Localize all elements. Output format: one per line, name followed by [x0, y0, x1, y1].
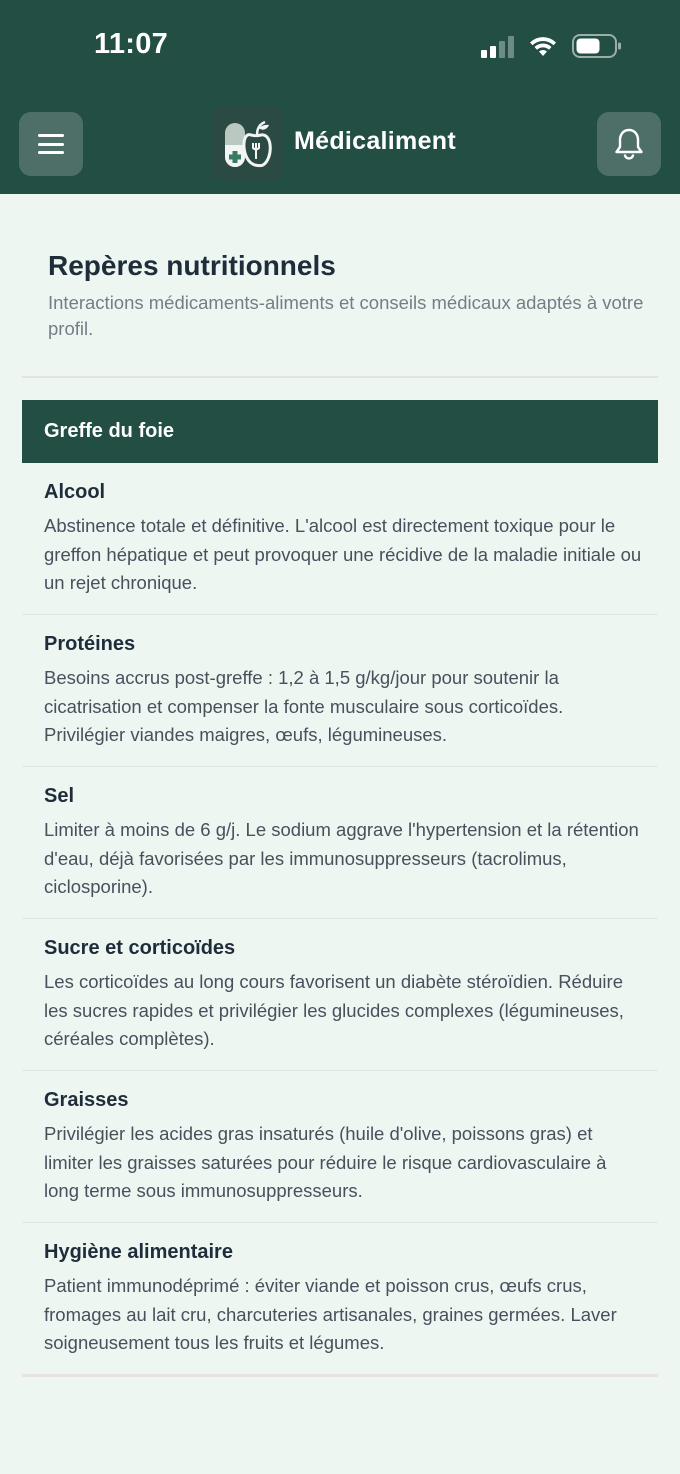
advice-item-text: Les corticoïdes au long cours favorisent un diabète stéroïdien. Réduire les sucres rapides et privilégier les glucides complexes (légumineuses, céréales complètes).: [44, 971, 624, 1049]
advice-item-text: Patient immunodéprimé : éviter viande et poisson crus, œufs crus, fromages au lait cru, charcuteries artisanales, graines germées. Laver soigneusement tous les fruits et légumes.: [44, 1275, 617, 1353]
page-title: Repères nutritionnels: [48, 250, 336, 281]
advice-item-title: Sucre et corticoïdes: [44, 937, 236, 959]
advice-item-graisses: [22, 1071, 658, 1223]
advice-item-title: Protéines: [44, 633, 136, 655]
advice-item-title: Hygiène alimentaire: [44, 1241, 233, 1263]
advice-item-text: Privilégier les acides gras insaturés (huile d'olive, poissons gras) et limiter les graisses saturées pour réduire le risque cardiovasculaire à long terme sous immunosuppresseurs.: [44, 1123, 607, 1201]
advice-list: [22, 463, 658, 1375]
pill-apple-logo-icon: [219, 115, 273, 173]
advice-item-text: Limiter à moins de 6 g/j. Le sodium aggrave l'hypertension et la rétention d'eau, déjà favorisées par les immunosuppresseurs (tacrolimus, ciclosporine).: [44, 819, 639, 897]
signal-icon: [481, 34, 514, 58]
bell-icon: [613, 127, 645, 161]
advice-item-hygiene: [22, 1223, 658, 1375]
app-title: Médicaliment: [294, 127, 456, 155]
advice-item-title: Alcool: [44, 481, 106, 503]
advice-item-title: Sel: [44, 785, 75, 807]
menu-icon: [38, 134, 64, 154]
section-header: [22, 400, 658, 463]
advice-item-title: Graisses: [44, 1089, 129, 1111]
advice-item-text: Besoins accrus post-greffe : 1,2 à 1,5 g/kg/jour pour soutenir la cicatrisation et compenser la fonte musculaire sous corticoïdes. Privilégier viandes maigres, œufs, légumineuses.: [44, 667, 564, 745]
app-logo: [211, 108, 281, 180]
divider: [22, 1374, 658, 1377]
section-title: Greffe du foie: [44, 420, 175, 442]
advice-item-sel: [22, 767, 658, 919]
advice-item-text: Abstinence totale et définitive. L'alcool est directement toxique pour le greffon hépatique et peut provoquer une récidive de la maladie initiale ou un rejet chronique.: [44, 515, 642, 593]
status-time: 11:07: [94, 28, 169, 60]
notifications-button[interactable]: [597, 112, 661, 176]
page-subtitle: Interactions médicaments-aliments et conseils médicaux adaptés à votre profil.: [48, 292, 644, 339]
menu-button[interactable]: [19, 112, 83, 176]
wifi-icon: [528, 34, 558, 58]
advice-item-proteines: [22, 615, 658, 767]
advice-item-sucre: [22, 919, 658, 1071]
divider: [22, 376, 658, 378]
advice-item-alcool: [22, 463, 658, 615]
app-header: [0, 0, 680, 194]
status-icons: [481, 32, 622, 60]
battery-icon: [572, 34, 622, 58]
